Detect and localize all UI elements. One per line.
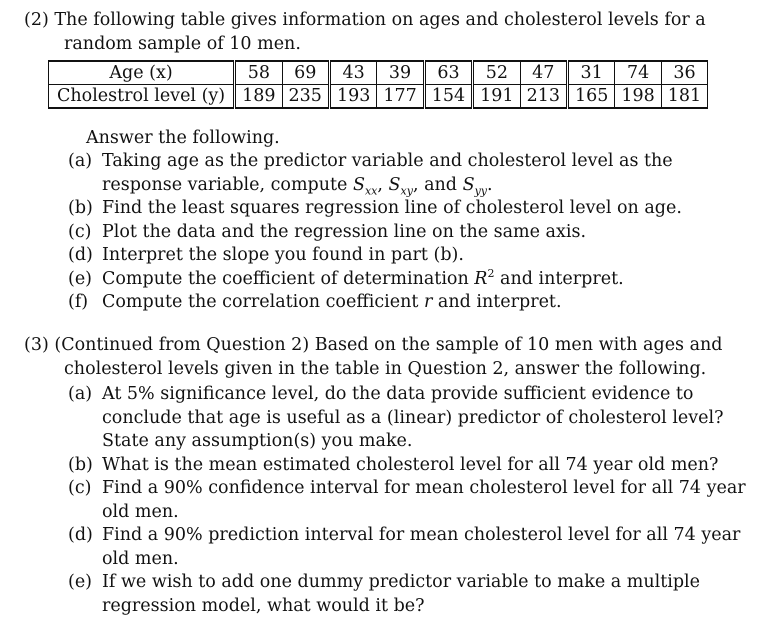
question-2	[24, 9, 746, 56]
item-text: Find a 90% prediction interval for mean cholesterol level for all 74 year old men.	[102, 525, 741, 569]
item-label: (b)	[68, 198, 93, 218]
var-s: S	[388, 174, 401, 195]
item-text: If we wish to add one dummy predictor variable to make a multiple regression model, what would it be?	[102, 572, 700, 616]
superscript: 2	[487, 266, 495, 280]
question-3-item-e	[68, 571, 748, 618]
item-text-tail: and interpret.	[432, 292, 562, 312]
table-cell: 177	[377, 85, 424, 109]
table-cell: 63	[424, 61, 472, 85]
question-2-text: The following table gives information on ages and cholesterol levels for a random sample of 10 men.	[54, 10, 706, 54]
item-label: (c)	[68, 221, 92, 242]
var-s: S	[462, 174, 475, 195]
table-cell: 39	[377, 61, 424, 85]
question-2-item-d	[68, 244, 748, 268]
question-2-stem	[24, 9, 746, 56]
item-label: (a)	[68, 384, 93, 404]
item-text: At 5% significance level, do the data provide sufficient evidence to conclude that age is useful as a (linear) predictor of cholesterol level? State any assumption(s) you make.	[102, 384, 724, 451]
question-2-item-a	[68, 150, 748, 197]
question-2-items	[68, 150, 748, 315]
table-cell: 31	[567, 61, 614, 85]
item-label: (e)	[68, 572, 93, 592]
question-2-number: (2)	[24, 10, 49, 30]
table-row-label: Cholestrol level (y)	[49, 85, 235, 109]
table-row-cholesterol	[49, 85, 708, 109]
question-2-item-c	[68, 221, 748, 245]
table-cell: 213	[520, 85, 567, 109]
question-2-item-b	[68, 197, 748, 221]
subscript: yy	[474, 184, 487, 197]
table-cell: 235	[282, 85, 329, 109]
question-3-text: (Continued from Question 2) Based on the sample of 10 men with ages and cholesterol levels given in the table in Question 2, answer the following.	[54, 335, 723, 379]
item-label: (e)	[68, 268, 93, 289]
punctuation: .	[487, 174, 493, 195]
question-3-item-a	[68, 383, 748, 454]
item-label: (d)	[68, 525, 93, 545]
item-label: (f)	[68, 292, 89, 312]
item-label: (a)	[68, 151, 93, 171]
separator: , and	[412, 174, 463, 195]
subscript: xx	[364, 184, 378, 197]
question-3-item-b	[68, 454, 748, 478]
question-3-item-d	[68, 524, 748, 571]
table-cell: 189	[235, 85, 282, 109]
item-text: Interpret the slope you found in part (b).	[102, 245, 464, 265]
item-label: (b)	[68, 454, 93, 475]
question-3-items	[68, 383, 748, 618]
table-cell: 43	[329, 61, 376, 85]
table-cell: 191	[473, 85, 520, 109]
table-cell: 69	[282, 61, 329, 85]
table-cell: 181	[661, 85, 707, 109]
sub-yy	[475, 184, 487, 197]
table-row-age	[49, 61, 708, 85]
table-cell: 36	[661, 61, 707, 85]
question-3-number: (3)	[24, 335, 49, 355]
question-2-item-f	[68, 291, 748, 315]
question-3-stem	[24, 334, 746, 381]
sub-xy	[401, 184, 413, 197]
table-cell: 165	[567, 85, 614, 109]
item-text: Plot the data and the regression line on the same axis.	[102, 221, 587, 242]
sub-xx	[365, 184, 377, 197]
table-cell: 58	[235, 61, 282, 85]
table-cell: 52	[473, 61, 520, 85]
answer-intro: Answer the following.	[86, 128, 280, 148]
item-text: Find a 90% confidence interval for mean cholesterol level for all 74 year old men.	[102, 478, 746, 522]
question-3-item-c	[68, 477, 748, 524]
table-cell: 74	[615, 61, 661, 85]
item-text: Compute the correlation coefficient	[102, 292, 424, 312]
age-cholesterol-table	[48, 60, 708, 109]
question-2-item-e	[68, 268, 748, 292]
item-label: (c)	[68, 478, 92, 498]
question-3	[24, 334, 746, 381]
item-text: Taking age as the predictor variable and cholesterol level as the response variable, compute	[102, 151, 673, 195]
var-r: r	[423, 292, 433, 312]
var-r-squared: R	[474, 268, 488, 289]
table-cell: 193	[329, 85, 376, 109]
table-cell: 198	[615, 85, 661, 109]
item-text: Find the least squares regression line of cholesterol level on age.	[102, 198, 682, 218]
item-text: Compute the coefficient of determination	[102, 268, 475, 289]
separator: ,	[377, 174, 389, 195]
item-text: What is the mean estimated cholesterol level for all 74 year old men?	[102, 454, 719, 475]
var-s: S	[352, 174, 365, 195]
item-text-tail: and interpret.	[494, 268, 624, 289]
table-cell: 47	[520, 61, 567, 85]
item-label: (d)	[68, 245, 93, 265]
subscript: xy	[400, 184, 413, 197]
table-row-label: Age (x)	[49, 61, 235, 85]
table-cell: 154	[424, 85, 472, 109]
